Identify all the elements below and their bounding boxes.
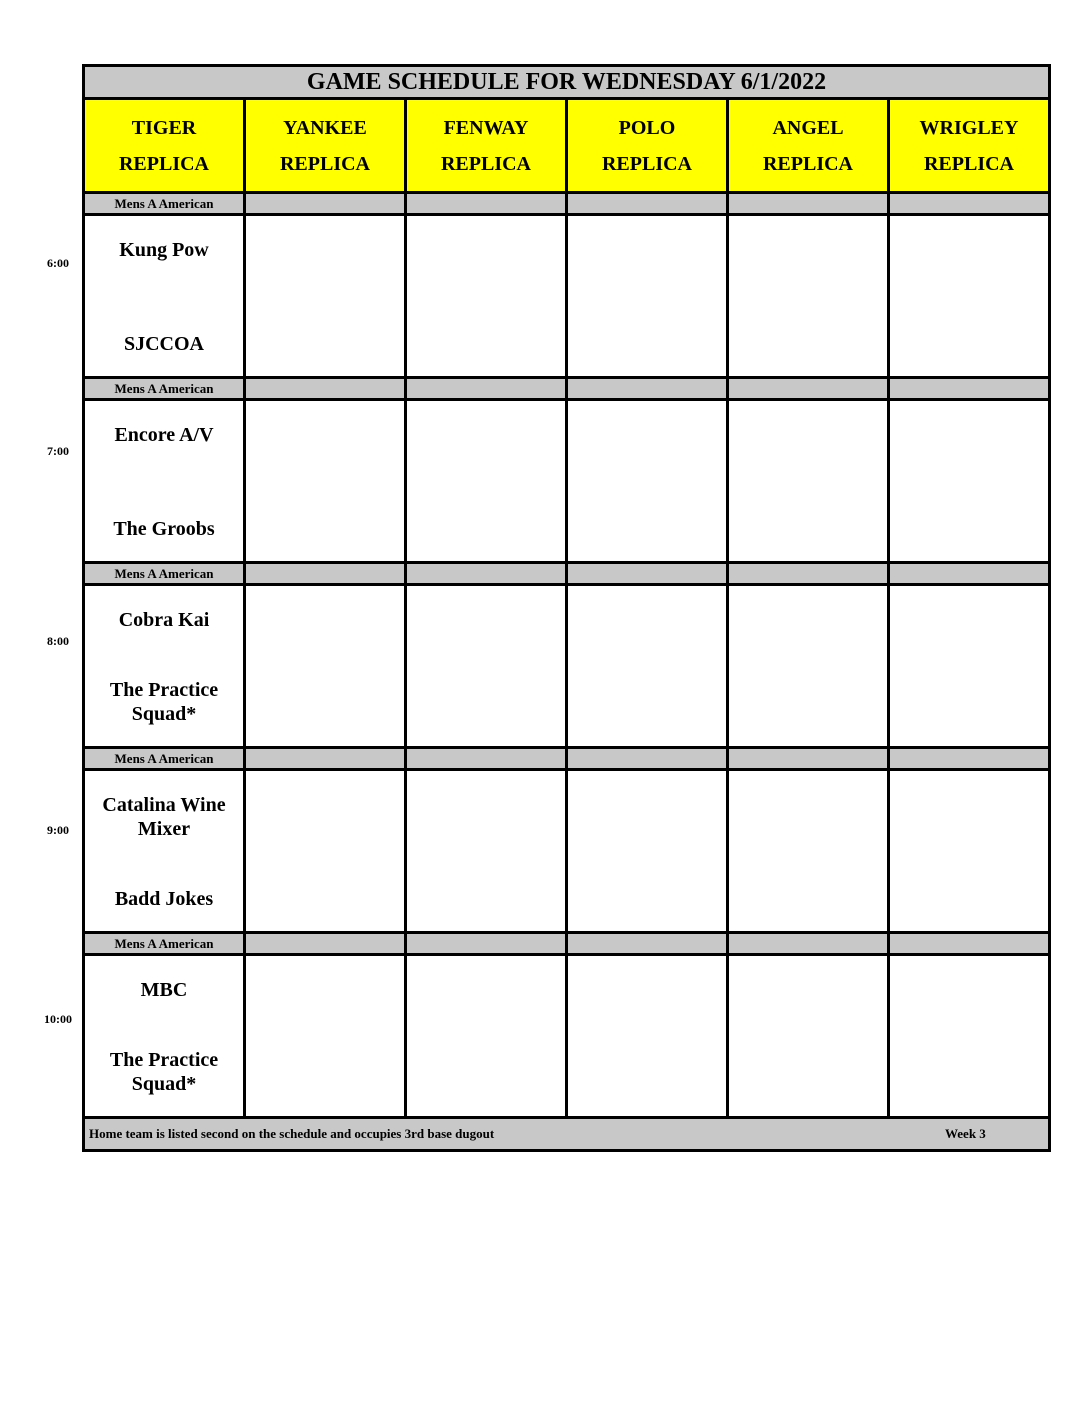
home-team: Badd Jokes — [114, 888, 214, 910]
time-label: 9:00 — [47, 823, 69, 837]
division-cell-empty — [889, 563, 1050, 585]
empty-game-cell — [889, 215, 1050, 378]
empty-game-cell — [406, 955, 567, 1118]
division-row — [84, 563, 1050, 585]
empty-game-cell — [245, 585, 406, 748]
time-label: 8:00 — [47, 634, 69, 648]
division-label: Mens A American — [84, 563, 245, 585]
footer-note: Home team is listed second on the schedule and occupies 3rd base dugout — [89, 1126, 495, 1141]
division-cell-empty — [728, 193, 889, 215]
division-cell-empty — [728, 748, 889, 770]
field-name: ANGEL — [772, 116, 844, 139]
time-label: 6:00 — [47, 256, 69, 270]
empty-game-cell — [567, 400, 728, 563]
field-type: REPLICA — [279, 152, 370, 175]
empty-game-cell — [728, 215, 889, 378]
field-header-2 — [406, 99, 567, 193]
division-row — [84, 193, 1050, 215]
empty-game-cell — [567, 215, 728, 378]
field-type: REPLICA — [601, 152, 692, 175]
field-header-4 — [728, 99, 889, 193]
home-team: The Groobs — [113, 518, 215, 540]
division-cell-empty — [889, 378, 1050, 400]
field-header-3 — [567, 99, 728, 193]
field-name: TIGER — [131, 116, 197, 139]
empty-game-cell — [889, 955, 1050, 1118]
matchup-cell — [84, 215, 245, 378]
division-label: Mens A American — [84, 933, 245, 955]
division-cell-empty — [889, 193, 1050, 215]
schedule-footer — [84, 1118, 1050, 1151]
game-row — [84, 215, 1050, 378]
empty-game-cell — [728, 955, 889, 1118]
division-cell-empty — [728, 378, 889, 400]
division-label: Mens A American — [84, 193, 245, 215]
field-type: REPLICA — [762, 152, 853, 175]
field-header-5 — [889, 99, 1050, 193]
away-team: Kung Pow — [119, 239, 209, 261]
home-team: The Practice Squad* — [109, 679, 219, 725]
empty-game-cell — [245, 400, 406, 563]
division-cell-empty — [406, 563, 567, 585]
home-team: The Practice Squad* — [109, 1049, 219, 1095]
away-team: Encore A/V — [114, 424, 214, 446]
field-type: REPLICA — [923, 152, 1014, 175]
empty-game-cell — [567, 770, 728, 933]
empty-game-cell — [406, 770, 567, 933]
division-label: Mens A American — [84, 748, 245, 770]
field-type: REPLICA — [440, 152, 531, 175]
division-row — [84, 933, 1050, 955]
empty-game-cell — [728, 400, 889, 563]
division-cell-empty — [406, 378, 567, 400]
division-cell-empty — [245, 378, 406, 400]
empty-game-cell — [567, 955, 728, 1118]
game-row — [84, 585, 1050, 748]
empty-game-cell — [567, 585, 728, 748]
field-header-0 — [84, 99, 245, 193]
matchup-cell — [84, 400, 245, 563]
field-name: POLO — [618, 116, 676, 139]
division-cell-empty — [245, 933, 406, 955]
division-cell-empty — [567, 748, 728, 770]
empty-game-cell — [728, 585, 889, 748]
division-cell-empty — [245, 748, 406, 770]
time-label: 7:00 — [47, 444, 69, 458]
division-label: Mens A American — [84, 378, 245, 400]
game-row — [84, 955, 1050, 1118]
empty-game-cell — [245, 770, 406, 933]
division-cell-empty — [245, 193, 406, 215]
field-name: YANKEE — [283, 116, 367, 139]
division-cell-empty — [245, 563, 406, 585]
division-cell-empty — [406, 748, 567, 770]
empty-game-cell — [728, 770, 889, 933]
game-row — [84, 770, 1050, 933]
matchup-cell — [84, 585, 245, 748]
away-team: Cobra Kai — [118, 609, 210, 631]
division-cell-empty — [406, 933, 567, 955]
division-row — [84, 748, 1050, 770]
week-label: Week 3 — [945, 1126, 986, 1141]
schedule-title: GAME SCHEDULE FOR WEDNESDAY 6/1/2022 — [84, 66, 1050, 99]
empty-game-cell — [889, 770, 1050, 933]
empty-game-cell — [889, 400, 1050, 563]
division-cell-empty — [567, 193, 728, 215]
time-label: 10:00 — [44, 1012, 72, 1026]
empty-game-cell — [245, 215, 406, 378]
empty-game-cell — [245, 955, 406, 1118]
division-cell-empty — [406, 193, 567, 215]
field-type: REPLICA — [118, 152, 209, 175]
game-row — [84, 400, 1050, 563]
matchup-cell — [84, 955, 245, 1118]
away-team: Catalina Wine Mixer — [102, 794, 226, 840]
field-name: FENWAY — [443, 116, 529, 139]
empty-game-cell — [406, 400, 567, 563]
division-cell-empty — [728, 563, 889, 585]
empty-game-cell — [406, 585, 567, 748]
empty-game-cell — [889, 585, 1050, 748]
field-name: WRIGLEY — [919, 116, 1019, 139]
division-row — [84, 378, 1050, 400]
division-cell-empty — [889, 748, 1050, 770]
away-team: MBC — [140, 979, 188, 1001]
division-cell-empty — [728, 933, 889, 955]
schedule-table — [82, 64, 1051, 1152]
division-cell-empty — [889, 933, 1050, 955]
matchup-cell — [84, 770, 245, 933]
field-header-1 — [245, 99, 406, 193]
empty-game-cell — [406, 215, 567, 378]
home-team: SJCCOA — [123, 333, 204, 355]
division-cell-empty — [567, 378, 728, 400]
division-cell-empty — [567, 933, 728, 955]
division-cell-empty — [567, 563, 728, 585]
